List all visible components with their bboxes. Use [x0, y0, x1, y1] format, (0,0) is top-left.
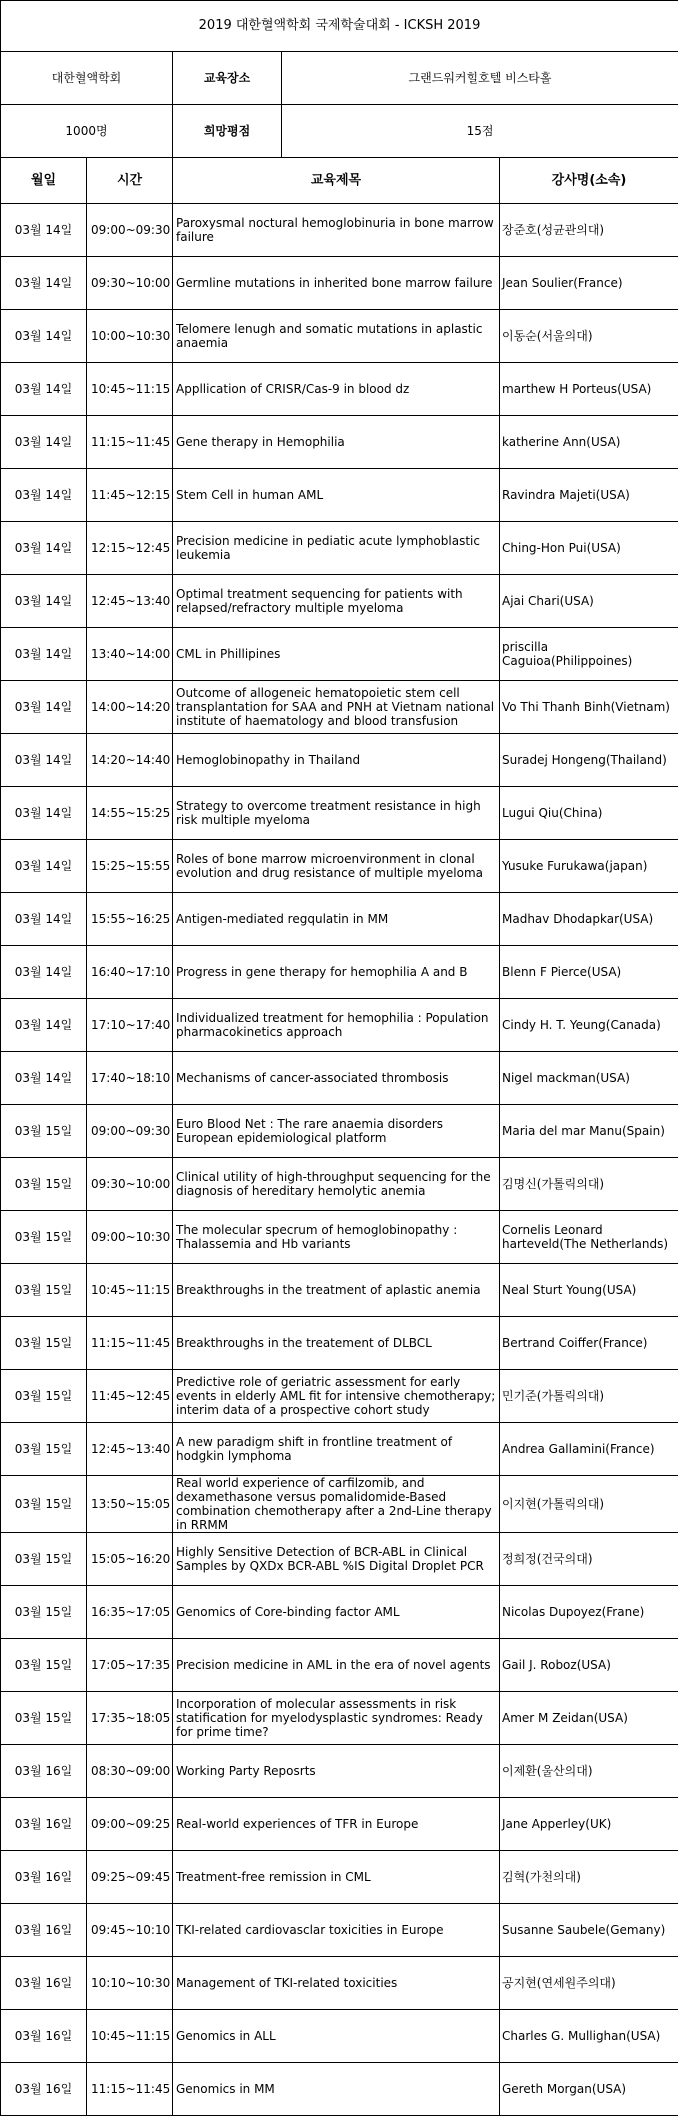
table-row — [1, 2010, 678, 2063]
table-row — [1, 999, 678, 1052]
course-title-cell: Roles of bone marrow microenvironment in clonal evolution and drug resistance of multiple myeloma — [173, 840, 500, 893]
time-cell: 11:15~11:45 — [87, 416, 173, 469]
speaker-cell: 민기준(가톨릭의대) — [500, 1370, 678, 1423]
course-title-cell: Progress in gene therapy for hemophilia A and B — [173, 946, 500, 999]
course-title-cell: Germline mutations in inherited bone marrow failure — [173, 257, 500, 310]
course-title-cell: Telomere lenugh and somatic mutations in aplastic anaemia — [173, 310, 500, 363]
table-row — [1, 1586, 678, 1639]
speaker-cell: Cindy H. T. Yeung(Canada) — [500, 999, 678, 1052]
time-cell: 14:55~15:25 — [87, 787, 173, 840]
date-cell: 03월 14일 — [1, 469, 87, 522]
column-header-speaker: 강사명(소속) — [500, 158, 678, 204]
speaker-cell: marthew H Porteus(USA) — [500, 363, 678, 416]
speaker-cell: Nicolas Dupoyez(Frane) — [500, 1586, 678, 1639]
column-header-title: 교육제목 — [173, 158, 500, 204]
course-title-cell: Real world experience of carfilzomib, and dexamethasone versus pomalidomide-Based combination chemotherapy after a 2nd-Line therapy in RRMM — [173, 1476, 500, 1533]
time-cell: 14:00~14:20 — [87, 681, 173, 734]
table-row — [1, 1639, 678, 1692]
time-cell: 16:35~17:05 — [87, 1586, 173, 1639]
time-cell: 09:30~10:00 — [87, 1158, 173, 1211]
speaker-cell: 김명신(가톨릭의대) — [500, 1158, 678, 1211]
time-cell: 11:45~12:45 — [87, 1370, 173, 1423]
course-title-cell: Mechanisms of cancer-associated thrombosis — [173, 1052, 500, 1105]
course-title-cell: Strategy to overcome treatment resistance in high risk multiple myeloma — [173, 787, 500, 840]
venue-value: 그랜드워커힐호텔 비스타홀 — [282, 52, 678, 105]
time-cell: 12:45~13:40 — [87, 1423, 173, 1476]
date-cell: 03월 14일 — [1, 787, 87, 840]
course-title-cell: Genomics of Core-binding factor AML — [173, 1586, 500, 1639]
speaker-cell: priscilla Caguioa(Philippoines) — [500, 628, 678, 681]
time-cell: 09:30~10:00 — [87, 257, 173, 310]
course-title-cell: CML in Phillipines — [173, 628, 500, 681]
speaker-cell: Vo Thi Thanh Binh(Vietnam) — [500, 681, 678, 734]
date-cell: 03월 14일 — [1, 1052, 87, 1105]
course-title-cell: Real-world experiences of TFR in Europe — [173, 1798, 500, 1851]
course-title-cell: The molecular specrum of hemoglobinopathy : Thalassemia and Hb variants — [173, 1211, 500, 1264]
speaker-cell: Lugui Qiu(China) — [500, 787, 678, 840]
speaker-cell: Ravindra Majeti(USA) — [500, 469, 678, 522]
course-title-cell: Breakthroughs in the treatement of DLBCL — [173, 1317, 500, 1370]
speaker-cell: 장준호(성균관의대) — [500, 204, 678, 257]
course-title-cell: Genomics in ALL — [173, 2010, 500, 2063]
column-header-row — [1, 158, 678, 204]
title-row — [1, 1, 678, 52]
speaker-cell: Neal Sturt Young(USA) — [500, 1264, 678, 1317]
time-cell: 09:00~09:25 — [87, 1798, 173, 1851]
course-title-cell: Stem Cell in human AML — [173, 469, 500, 522]
time-cell: 09:00~09:30 — [87, 1105, 173, 1158]
speaker-cell: Suradej Hongeng(Thailand) — [500, 734, 678, 787]
points-label: 희망평점 — [173, 105, 282, 158]
date-cell: 03월 15일 — [1, 1533, 87, 1586]
course-title-cell: Antigen-mediated regqulatin in MM — [173, 893, 500, 946]
course-title-cell: Incorporation of molecular assessments in risk statification for myelodysplastic syndromes: Ready for prime time? — [173, 1692, 500, 1745]
table-row — [1, 734, 678, 787]
course-title-cell: Appllication of CRISR/Cas-9 in blood dz — [173, 363, 500, 416]
speaker-cell: Jane Apperley(UK) — [500, 1798, 678, 1851]
speaker-cell: katherine Ann(USA) — [500, 416, 678, 469]
speaker-cell: Ching-Hon Pui(USA) — [500, 522, 678, 575]
date-cell: 03월 15일 — [1, 1476, 87, 1533]
time-cell: 10:45~11:15 — [87, 363, 173, 416]
table-row — [1, 416, 678, 469]
date-cell: 03월 16일 — [1, 1957, 87, 2010]
time-cell: 10:45~11:15 — [87, 2010, 173, 2063]
speaker-cell: Bertrand Coiffer(France) — [500, 1317, 678, 1370]
page-title: 2019 대한혈액학회 국제학술대회 - ICKSH 2019 — [1, 1, 678, 52]
table-row — [1, 1692, 678, 1745]
time-cell: 09:45~10:10 — [87, 1904, 173, 1957]
speaker-cell: Andrea Gallamini(France) — [500, 1423, 678, 1476]
speaker-cell: Susanne Saubele(Gemany) — [500, 1904, 678, 1957]
speaker-cell: 이동순(서울의대) — [500, 310, 678, 363]
table-row — [1, 787, 678, 840]
course-title-cell: Precision medicine in pediatic acute lymphoblastic leukemia — [173, 522, 500, 575]
date-cell: 03월 15일 — [1, 1264, 87, 1317]
date-cell: 03월 15일 — [1, 1423, 87, 1476]
date-cell: 03월 14일 — [1, 893, 87, 946]
course-title-cell: Precision medicine in AML in the era of novel agents — [173, 1639, 500, 1692]
course-title-cell: Highly Sensitive Detection of BCR-ABL in Clinical Samples by QXDx BCR-ABL %IS Digital Droplet PCR — [173, 1533, 500, 1586]
table-row — [1, 1798, 678, 1851]
time-cell: 11:45~12:15 — [87, 469, 173, 522]
time-cell: 10:00~10:30 — [87, 310, 173, 363]
speaker-cell: 이제환(울산의대) — [500, 1745, 678, 1798]
table-row — [1, 1105, 678, 1158]
table-row — [1, 257, 678, 310]
course-title-cell: Working Party Reposrts — [173, 1745, 500, 1798]
date-cell: 03월 14일 — [1, 363, 87, 416]
date-cell: 03월 16일 — [1, 1904, 87, 1957]
time-cell: 09:25~09:45 — [87, 1851, 173, 1904]
course-title-cell: Breakthroughs in the treatment of aplastic anemia — [173, 1264, 500, 1317]
date-cell: 03월 14일 — [1, 416, 87, 469]
speaker-cell: Maria del mar Manu(Spain) — [500, 1105, 678, 1158]
table-row — [1, 204, 678, 257]
venue-label: 교육장소 — [173, 52, 282, 105]
course-title-cell: Paroxysmal noctural hemoglobinuria in bone marrow failure — [173, 204, 500, 257]
table-row — [1, 681, 678, 734]
capacity-cell: 1000명 — [1, 105, 173, 158]
table-row — [1, 1904, 678, 1957]
time-cell: 16:40~17:10 — [87, 946, 173, 999]
speaker-cell: 정희정(건국의대) — [500, 1533, 678, 1586]
date-cell: 03월 16일 — [1, 1745, 87, 1798]
date-cell: 03월 14일 — [1, 681, 87, 734]
time-cell: 13:50~15:05 — [87, 1476, 173, 1533]
time-cell: 12:45~13:40 — [87, 575, 173, 628]
column-header-date: 월일 — [1, 158, 87, 204]
table-row — [1, 1957, 678, 2010]
speaker-cell: Jean Soulier(France) — [500, 257, 678, 310]
time-cell: 15:25~15:55 — [87, 840, 173, 893]
venue-row — [1, 52, 678, 105]
speaker-cell: 김혁(가천의대) — [500, 1851, 678, 1904]
date-cell: 03월 16일 — [1, 1798, 87, 1851]
organizer-cell: 대한혈액학회 — [1, 52, 173, 105]
table-row — [1, 1533, 678, 1586]
time-cell: 15:05~16:20 — [87, 1533, 173, 1586]
time-cell: 11:15~11:45 — [87, 2063, 173, 2116]
date-cell: 03월 14일 — [1, 204, 87, 257]
time-cell: 17:35~18:05 — [87, 1692, 173, 1745]
table-row — [1, 1264, 678, 1317]
speaker-cell: Gail J. Roboz(USA) — [500, 1639, 678, 1692]
date-cell: 03월 14일 — [1, 257, 87, 310]
course-title-cell: Optimal treatment sequencing for patients with relapsed/refractory multiple myeloma — [173, 575, 500, 628]
date-cell: 03월 14일 — [1, 734, 87, 787]
date-cell: 03월 16일 — [1, 1851, 87, 1904]
date-cell: 03월 14일 — [1, 575, 87, 628]
table-row — [1, 1745, 678, 1798]
speaker-cell: Blenn F Pierce(USA) — [500, 946, 678, 999]
course-title-cell: Gene therapy in Hemophilia — [173, 416, 500, 469]
date-cell: 03월 15일 — [1, 1317, 87, 1370]
speaker-cell: Charles G. Mullighan(USA) — [500, 2010, 678, 2063]
speaker-cell: Nigel mackman(USA) — [500, 1052, 678, 1105]
course-title-cell: A new paradigm shift in frontline treatment of hodgkin lymphoma — [173, 1423, 500, 1476]
date-cell: 03월 16일 — [1, 2010, 87, 2063]
course-title-cell: Clinical utility of high-throughput sequencing for the diagnosis of hereditary hemolytic anemia — [173, 1158, 500, 1211]
time-cell: 14:20~14:40 — [87, 734, 173, 787]
course-title-cell: Predictive role of geriatric assessment for early events in elderly AML fit for intensive chemotherapy; interim data of a prospective cohort study — [173, 1370, 500, 1423]
speaker-cell: Amer M Zeidan(USA) — [500, 1692, 678, 1745]
time-cell: 13:40~14:00 — [87, 628, 173, 681]
date-cell: 03월 15일 — [1, 1211, 87, 1264]
course-title-cell: Genomics in MM — [173, 2063, 500, 2116]
date-cell: 03월 14일 — [1, 522, 87, 575]
time-cell: 17:05~17:35 — [87, 1639, 173, 1692]
time-cell: 15:55~16:25 — [87, 893, 173, 946]
course-title-cell: Outcome of allogeneic hematopoietic stem cell transplantation for SAA and PNH at Vietnam national institute of haematology and blood transfusion — [173, 681, 500, 734]
schedule-table-body — [1, 1, 678, 2116]
table-row — [1, 1476, 678, 1533]
time-cell: 17:40~18:10 — [87, 1052, 173, 1105]
table-row — [1, 363, 678, 416]
date-cell: 03월 14일 — [1, 999, 87, 1052]
table-row — [1, 840, 678, 893]
table-row — [1, 1052, 678, 1105]
date-cell: 03월 15일 — [1, 1158, 87, 1211]
course-title-cell: Treatment-free remission in CML — [173, 1851, 500, 1904]
points-value: 15점 — [282, 105, 678, 158]
course-title-cell: Individualized treatment for hemophilia : Population pharmacokinetics approach — [173, 999, 500, 1052]
course-title-cell: Management of TKI-related toxicities — [173, 1957, 500, 2010]
table-row — [1, 1317, 678, 1370]
date-cell: 03월 16일 — [1, 2063, 87, 2116]
time-cell: 08:30~09:00 — [87, 1745, 173, 1798]
date-cell: 03월 15일 — [1, 1692, 87, 1745]
table-row — [1, 1211, 678, 1264]
date-cell: 03월 14일 — [1, 840, 87, 893]
time-cell: 10:45~11:15 — [87, 1264, 173, 1317]
speaker-cell: Cornelis Leonard harteveld(The Netherlands) — [500, 1211, 678, 1264]
time-cell: 09:00~09:30 — [87, 204, 173, 257]
speaker-cell: 공지현(연세원주의대) — [500, 1957, 678, 2010]
table-row — [1, 893, 678, 946]
time-cell: 10:10~10:30 — [87, 1957, 173, 2010]
speaker-cell: Gereth Morgan(USA) — [500, 2063, 678, 2116]
table-row — [1, 1851, 678, 1904]
capacity-row — [1, 105, 678, 158]
course-title-cell: Hemoglobinopathy in Thailand — [173, 734, 500, 787]
time-cell: 12:15~12:45 — [87, 522, 173, 575]
date-cell: 03월 15일 — [1, 1370, 87, 1423]
table-row — [1, 1423, 678, 1476]
column-header-time: 시간 — [87, 158, 173, 204]
course-title-cell: Euro Blood Net : The rare anaemia disorders European epidemiological platform — [173, 1105, 500, 1158]
table-row — [1, 1370, 678, 1423]
date-cell: 03월 14일 — [1, 310, 87, 363]
table-row — [1, 310, 678, 363]
speaker-cell: 이지현(가톨릭의대) — [500, 1476, 678, 1533]
table-row — [1, 575, 678, 628]
table-row — [1, 2063, 678, 2116]
speaker-cell: Madhav Dhodapkar(USA) — [500, 893, 678, 946]
speaker-cell: Yusuke Furukawa(japan) — [500, 840, 678, 893]
table-row — [1, 946, 678, 999]
date-cell: 03월 15일 — [1, 1586, 87, 1639]
date-cell: 03월 14일 — [1, 946, 87, 999]
time-cell: 09:00~10:30 — [87, 1211, 173, 1264]
date-cell: 03월 15일 — [1, 1105, 87, 1158]
table-row — [1, 522, 678, 575]
date-cell: 03월 15일 — [1, 1639, 87, 1692]
time-cell: 17:10~17:40 — [87, 999, 173, 1052]
speaker-cell: Ajai Chari(USA) — [500, 575, 678, 628]
course-title-cell: TKI-related cardiovasclar toxicities in Europe — [173, 1904, 500, 1957]
date-cell: 03월 14일 — [1, 628, 87, 681]
table-row — [1, 469, 678, 522]
table-row — [1, 1158, 678, 1211]
table-row — [1, 628, 678, 681]
time-cell: 11:15~11:45 — [87, 1317, 173, 1370]
